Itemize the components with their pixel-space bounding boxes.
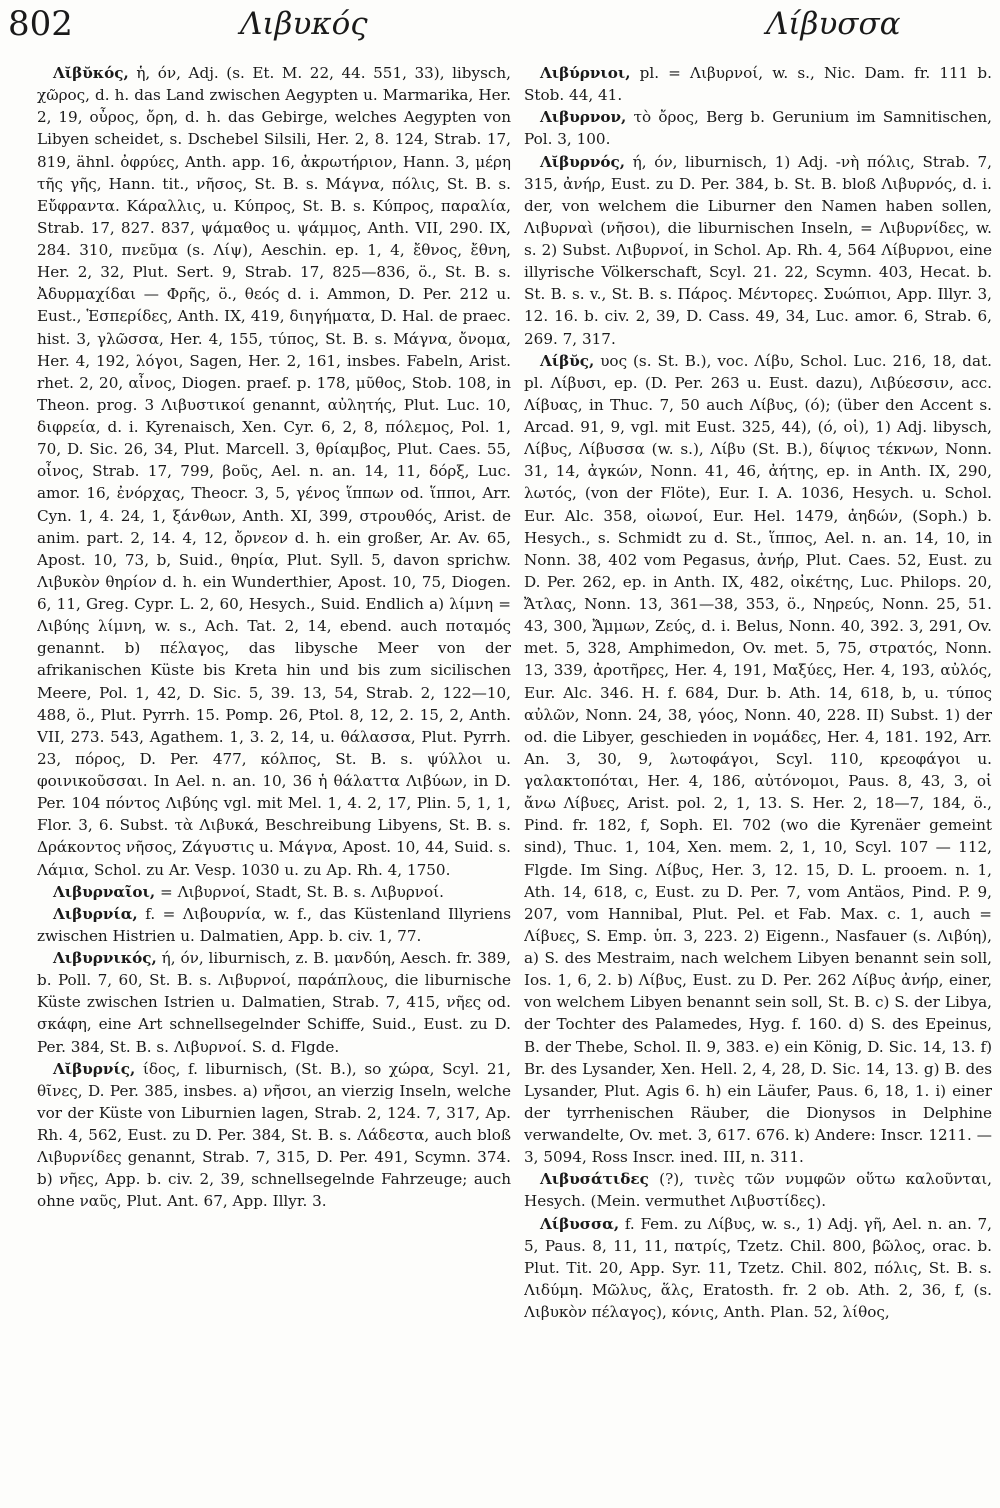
entry-headword: Λιβύρνιοι, — [540, 64, 631, 82]
dictionary-entry — [37, 903, 511, 947]
entry-headword: Λιβυρνικός, — [53, 949, 157, 967]
right-running-head: Λίβυσσα — [766, 6, 901, 42]
entry-headword: Λῐβυρνός, — [540, 152, 626, 171]
entry-headword: Λῐβυρνίς, — [53, 1059, 136, 1078]
entry-body: ίδος, f. liburnisch, (St. B.), so χώρα, Scyl. 21, θῖνες, D. Per. 385, insbes. a) νῆσοι, an vierzig Inseln, welche vor der Küste von Liburnien lagen, Strab. 2, 124. 7, 317, Ap. Rh. 4, 562, Eust. zu D. Per. 384, St. B. s. Λάδεστα, auch bloß Λιβυρνίδες genannt, Strab. 7, 315, D. Per. 491, Scymn. 374. b) νῆες, App. b. civ. 2, 39, schnellsegelnde Fahrzeuge; auch ohne ναῦς, Plut. Ant. 67, App. Illyr. 3. — [37, 1059, 511, 1211]
entry-headword: Λίβῠς, — [540, 351, 595, 370]
left-column — [37, 62, 511, 1494]
entry-headword: Λῐβῠκός, — [53, 64, 129, 82]
entry-body: ἡ, όν, Adj. (s. Et. M. 22, 44. 551, 33), libysch, χῶρος, d. h. das Land zwischen Aegypten u. Marmarika, Her. 2, 19, οὖρος, ὄρη, d. h. das Gebirge, welches Aegypten von Libyen scheidet, s. Dschebel Silsili, Her. 2, 8. 124, Strab. 17, 819, ähnl. ὀφρύες, Anth. app. 16, ἀκρωτήριον, Hann. 3, μέρη τῆς γῆς, Hann. tit., νῆσος, St. B. s. Μάγνα, πόλις, St. B. s. Εὔφραντα. Κάραλλις, u. Κύπρος, St. B. s. Κύπρος, παραλία, Strab. 17, 827. 837, ψάμαθος u. ψάμμος, Anth. VII, 290. IX, 284. 310, πνεῦμα (s. Λίψ), Aeschin. ep. 1, 4, ἔθνος, ἔθνη, Her. 2, 32, Plut. Sert. 9, Strab. 17, 825—836, ö., St. B. s. Ἀδυρμαχίδαι — Φρῆς, ö., θεός d. i. Ammon, D. Per. 212 u. Eust., Ἑσπερίδες, Anth. IX, 419, διηγήματα, D. Hal. de praec. hist. 3, γλῶσσα, Her. 4, 155, τύπος, St. B. s. Μάγνα, ὄνομα, Her. 4, 192, λόγοι, Sagen, Her. 2, 161, insbes. Fabeln, Arist. rhet. 2, 20, αἶνος, Diogen. praef. p. 178, μῦθος, Stob. 108, in Theon. prog. 3 Λιβυστικοί genannt, αὐλητής, Plut. Luc. 10, διφρεία, d. i. Kyrenaisch, Xen. Cyr. 6, 2, 8, πόλεμος, Pol. 1, 70, D. Sic. 26, 34, Plut. Marcell. 3, θρίαμβος, Plut. Caes. 55, οἶνος, Strab. 17, 799, βοῦς, Ael. n. an. 14, 11, δόρξ, Luc. amor. 16, ἐνόρχας, Theocr. 3, 5, γένος ἵππων od. ἵπποι, Arr. Cyn. 1, 4. 24, 1, ξάνθων, Anth. XI, 399, στρουθός, Arist. de anim. part. 2, 14. 4, 12, ὄρνεον d. h. ein großer, Ar. Av. 65, Apost. 10, 73, b, Suid., θηρία, Plut. Syll. 5, davon sprichw. Λιβυκὸν θηρίον d. h. ein Wunderthier, Apost. 10, 75, Diogen. 6, 11, Greg. Cypr. L. 2, 60, Hesych., Suid. Endlich a) λίμνη = Λιβύης λίμνη, w. s., Ach. Tat. 2, 14, ebend. auch ποταμός genannt. b) πέλαγος, das libysche Meer von der afrikanischen Küste bis Kreta hin und bis zum sicilischen Meere, Pol. 1, 42, D. Sic. 5, 39. 13, 54, Strab. 2, 122—10, 488, ö., Plut. Pyrrh. 15. Pomp. 26, Ptol. 8, 12, 2. 15, 2, Anth. VII, 273. 543, Agathem. 1, 3. 2, 14, u. θάλασσα, Plut. Pyrrh. 23, πόρος, D. Per. 477, κόλπος, St. B. s. ψύλλοι u. φοινικοῦσσαι. In Ael. n. an. 10, 36 ἡ θάλαττα Λιβύων, in D. Per. 104 πόντος Λιβύης vgl. mit Mel. 1, 4. 2, 17, Plin. 5, 1, 1, Flor. 3, 6. Subst. τὰ Λιβυκά, Beschreibung Libyens, St. B. s. Δράκοντος νῆσος, Ζάγυστις u. Μάγνα, Apost. 10, 44, Suid. s. Λάμια, Schol. zu Ar. Vesp. 1030 u. zu Ap. Rh. 4, 1750. — [37, 64, 511, 879]
dictionary-entry — [524, 350, 992, 1169]
entry-headword: Λιβυρναῖοι, — [53, 882, 156, 901]
dictionary-entry — [37, 947, 511, 1058]
dictionary-entry — [37, 62, 511, 881]
entry-body: τὸ ὄρος, Berg b. Gerunium im Samnitischen, Pol. 3, 100. — [524, 108, 992, 149]
page-number: 802 — [8, 4, 73, 44]
entry-body: pl. = Λιβυρνοί, w. s., Nic. Dam. fr. 111 b. Stob. 44, 41. — [524, 64, 992, 105]
entry-headword: Λιβυρνον, — [540, 108, 627, 127]
entry-body: = Λιβυρνοί, Stadt, St. B. s. Λιβυρνοί. — [155, 882, 444, 901]
left-running-head: Λιβυκός — [240, 6, 368, 42]
dictionary-entry — [524, 151, 992, 350]
entry-body: f. = Λιβουρνία, w. f., das Küstenland Illyriens zwischen Histrien u. Dalmatien, App. b. civ. 1, 77. — [37, 904, 511, 945]
entry-headword: Λιβυσάτιδες — [540, 1170, 649, 1189]
dictionary-entry — [37, 881, 511, 903]
entry-body: f. Fem. zu Λίβυς, w. s., 1) Adj. γῆ, Ael. n. an. 7, 5, Paus. 8, 11, 11, πατρίς, Tzetz. Chil. 800, βῶλος, orac. b. Plut. Tit. 20, App. Syr. 11, Tzetz. Chil. 802, πόλις, St. B. s. Λιδύμη. Μῶλυς, ἅλς, Eratosth. fr. 2 ob. Ath. 2, 36, f, (s. Λιβυκὸν πέλαγος), κόνις, Anth. Plan. 52, λίθος, — [524, 1214, 992, 1321]
entry-body: υος (s. St. B.), voc. Λίβυ, Schol. Luc. 216, 18, dat. pl. Λίβυσι, ep. (D. Per. 263 u. Eust. dazu), Λιβύεσσιν, acc. Λίβυας, in Thuc. 7, 50 auch Λίβυς, (ό); (über den Accent s. Arcad. 91, 9, vgl. mit Eust. 325, 44), (ό, οἱ), 1) Adj. libysch, Λίβυς, Λίβυσσα (w. s.), Λίβυ (St. B.), δίψιος τέκνων, Nonn. 31, 14, ἀγκών, Nonn. 41, 46, ἀήτης, ep. in Anth. IX, 290, λωτός, (von der Flöte), Eur. I. A. 1036, Hesych. u. Schol. Eur. Alc. 358, οἰωνοί, Eur. Hel. 1479, ἀηδών, (Soph.) b. Hesych., s. Schmidt zu d. St., ἵππος, Ael. n. an. 14, 10, in Nonn. 38, 402 vom Pegasus, ἀνήρ, Plut. Caes. 52, Eust. zu D. Per. 262, ep. in Anth. IX, 482, οἰκέτης, Luc. Philops. 20, Ἄτλας, Nonn. 13, 361—38, 353, ö., Νηρεύς, Nonn. 25, 51. 43, 300, Ἄμμων, Ζεύς, d. i. Belus, Nonn. 40, 392. 3, 291, Ov. met. 5, 328, Amphimedon, Ov. met. 5, 75, στρατός, Nonn. 13, 339, ἀροτῆρες, Her. 4, 191, Μαξύες, Her. 4, 193, αὐλός, Eur. Alc. 346. H. f. 684, Dur. b. Ath. 14, 618, b, u. τύπος αὐλῶν, Nonn. 24, 38, γόος, Nonn. 40, 228. II) Subst. 1) der od. die Libyer, geschieden in νομάδες, Her. 4, 181. 192, Arr. An. 3, 30, 9, λωτοφάγοι, Scyl. 110, κρεοφάγοι u. γαλακτοπόται, Her. 4, 186, αὐτόνομοι, Paus. 8, 43, 3, οἱ ἄνω Λίβυες, Arist. pol. 2, 1, 13. S. Her. 2, 18—7, 184, ö., Pind. fr. 182, f, Soph. El. 702 (wo die Kyrenäer gemeint sind), Thuc. 1, 104, Xen. mem. 2, 1, 10, Scyl. 107 — 112, Flgde. Im Sing. Λίβυς, Her. 3, 12. 15, D. L. prooem. n. 1, Ath. 14, 618, c, Eust. zu D. Per. 7, vom Antäos, Pind. P. 9, 207, vom Hannibal, Plut. Pel. et Fab. Max. c. 1, auch = Λίβυες, S. Emp. ὑπ. 3, 223. 2) Eigenn., Nasfauer (s. Λιβύη), a) S. des Mestraim, nach welchem Libyen benannt sein soll, Ios. 1, 6, 2. b) Λίβυς, Eust. zu D. Per. 262 Λίβυς ἀνήρ, einer, von welchem Libyen benannt sein soll, St. B. c) S. der Libya, der Tochter des Palamedes, Hyg. f. 160. d) S. des Epeinus, B. der Thebe, Schol. Il. 9, 383. e) ein König, D. Sic. 14, 13. f) Br. des Lysander, Xen. Hell. 2, 4, 28, D. Sic. 14, 13. g) B. des Lysander, Plut. Agis 6. h) ein Läufer, Paus. 6, 18, 1. i) einer der tyrrhenischen Räuber, die Dionysos in Delphine verwandelte, Ov. met. 3, 617. 676. k) Andere: Inscr. 1211. — 3, 5094, Ross Inscr. ined. III, n. 311. — [524, 351, 992, 1167]
dictionary-entry — [524, 106, 992, 150]
entry-headword: Λιβυρνία, — [53, 904, 138, 923]
dictionary-entry — [524, 1168, 992, 1212]
entry-headword: Λίβυσσα, — [540, 1214, 620, 1233]
dictionary-entry — [37, 1058, 511, 1213]
dictionary-entry — [524, 62, 992, 106]
dictionary-entry — [524, 1213, 992, 1324]
entry-body: ή, όν, liburnisch, z. B. μανδύη, Aesch. fr. 389, b. Poll. 7, 60, St. B. s. Λιβυρνοί, παράπλους, die liburnische Küste zwischen Istrien u. Dalmatien, Strab. 7, 415, νῆες od. σκάφη, eine Art schnellsegelnder Schiffe, Suid., Eust. zu D. Per. 384, St. B. s. Λιβυρνοί. S. d. Flgde. — [37, 949, 511, 1056]
right-column — [524, 62, 992, 1494]
entry-body: (?), τινὲς τῶν νυμφῶν οὕτω καλοῦνται, Hesych. (Mein. vermuthet Λιβυστίδες). — [524, 1170, 992, 1211]
entry-body: ή, όν, liburnisch, 1) Adj. -νὴ πόλις, Strab. 7, 315, ἀνήρ, Eust. zu D. Per. 384, b. St. B. bloß Λιβυρνός, d. i. der, von welchem die Liburner den Namen haben sollen, Λιβυρναὶ (νῆσοι), die liburnischen Inseln, = Λιβυρνίδες, w. s. 2) Subst. Λιβυρνοί, in Schol. Ap. Rh. 4, 564 Λίβυρνοι, eine illyrische Völkerschaft, Scyl. 21. 22, Scymn. 403, Hecat. b. St. B. s. v., St. B. s. Πάρος. Μέντορες. Συώπιοι, App. Illyr. 3, 12. 16. b. civ. 2, 39, D. Cass. 49, 34, Luc. amor. 6, Strab. 6, 269. 7, 317. — [524, 152, 992, 348]
